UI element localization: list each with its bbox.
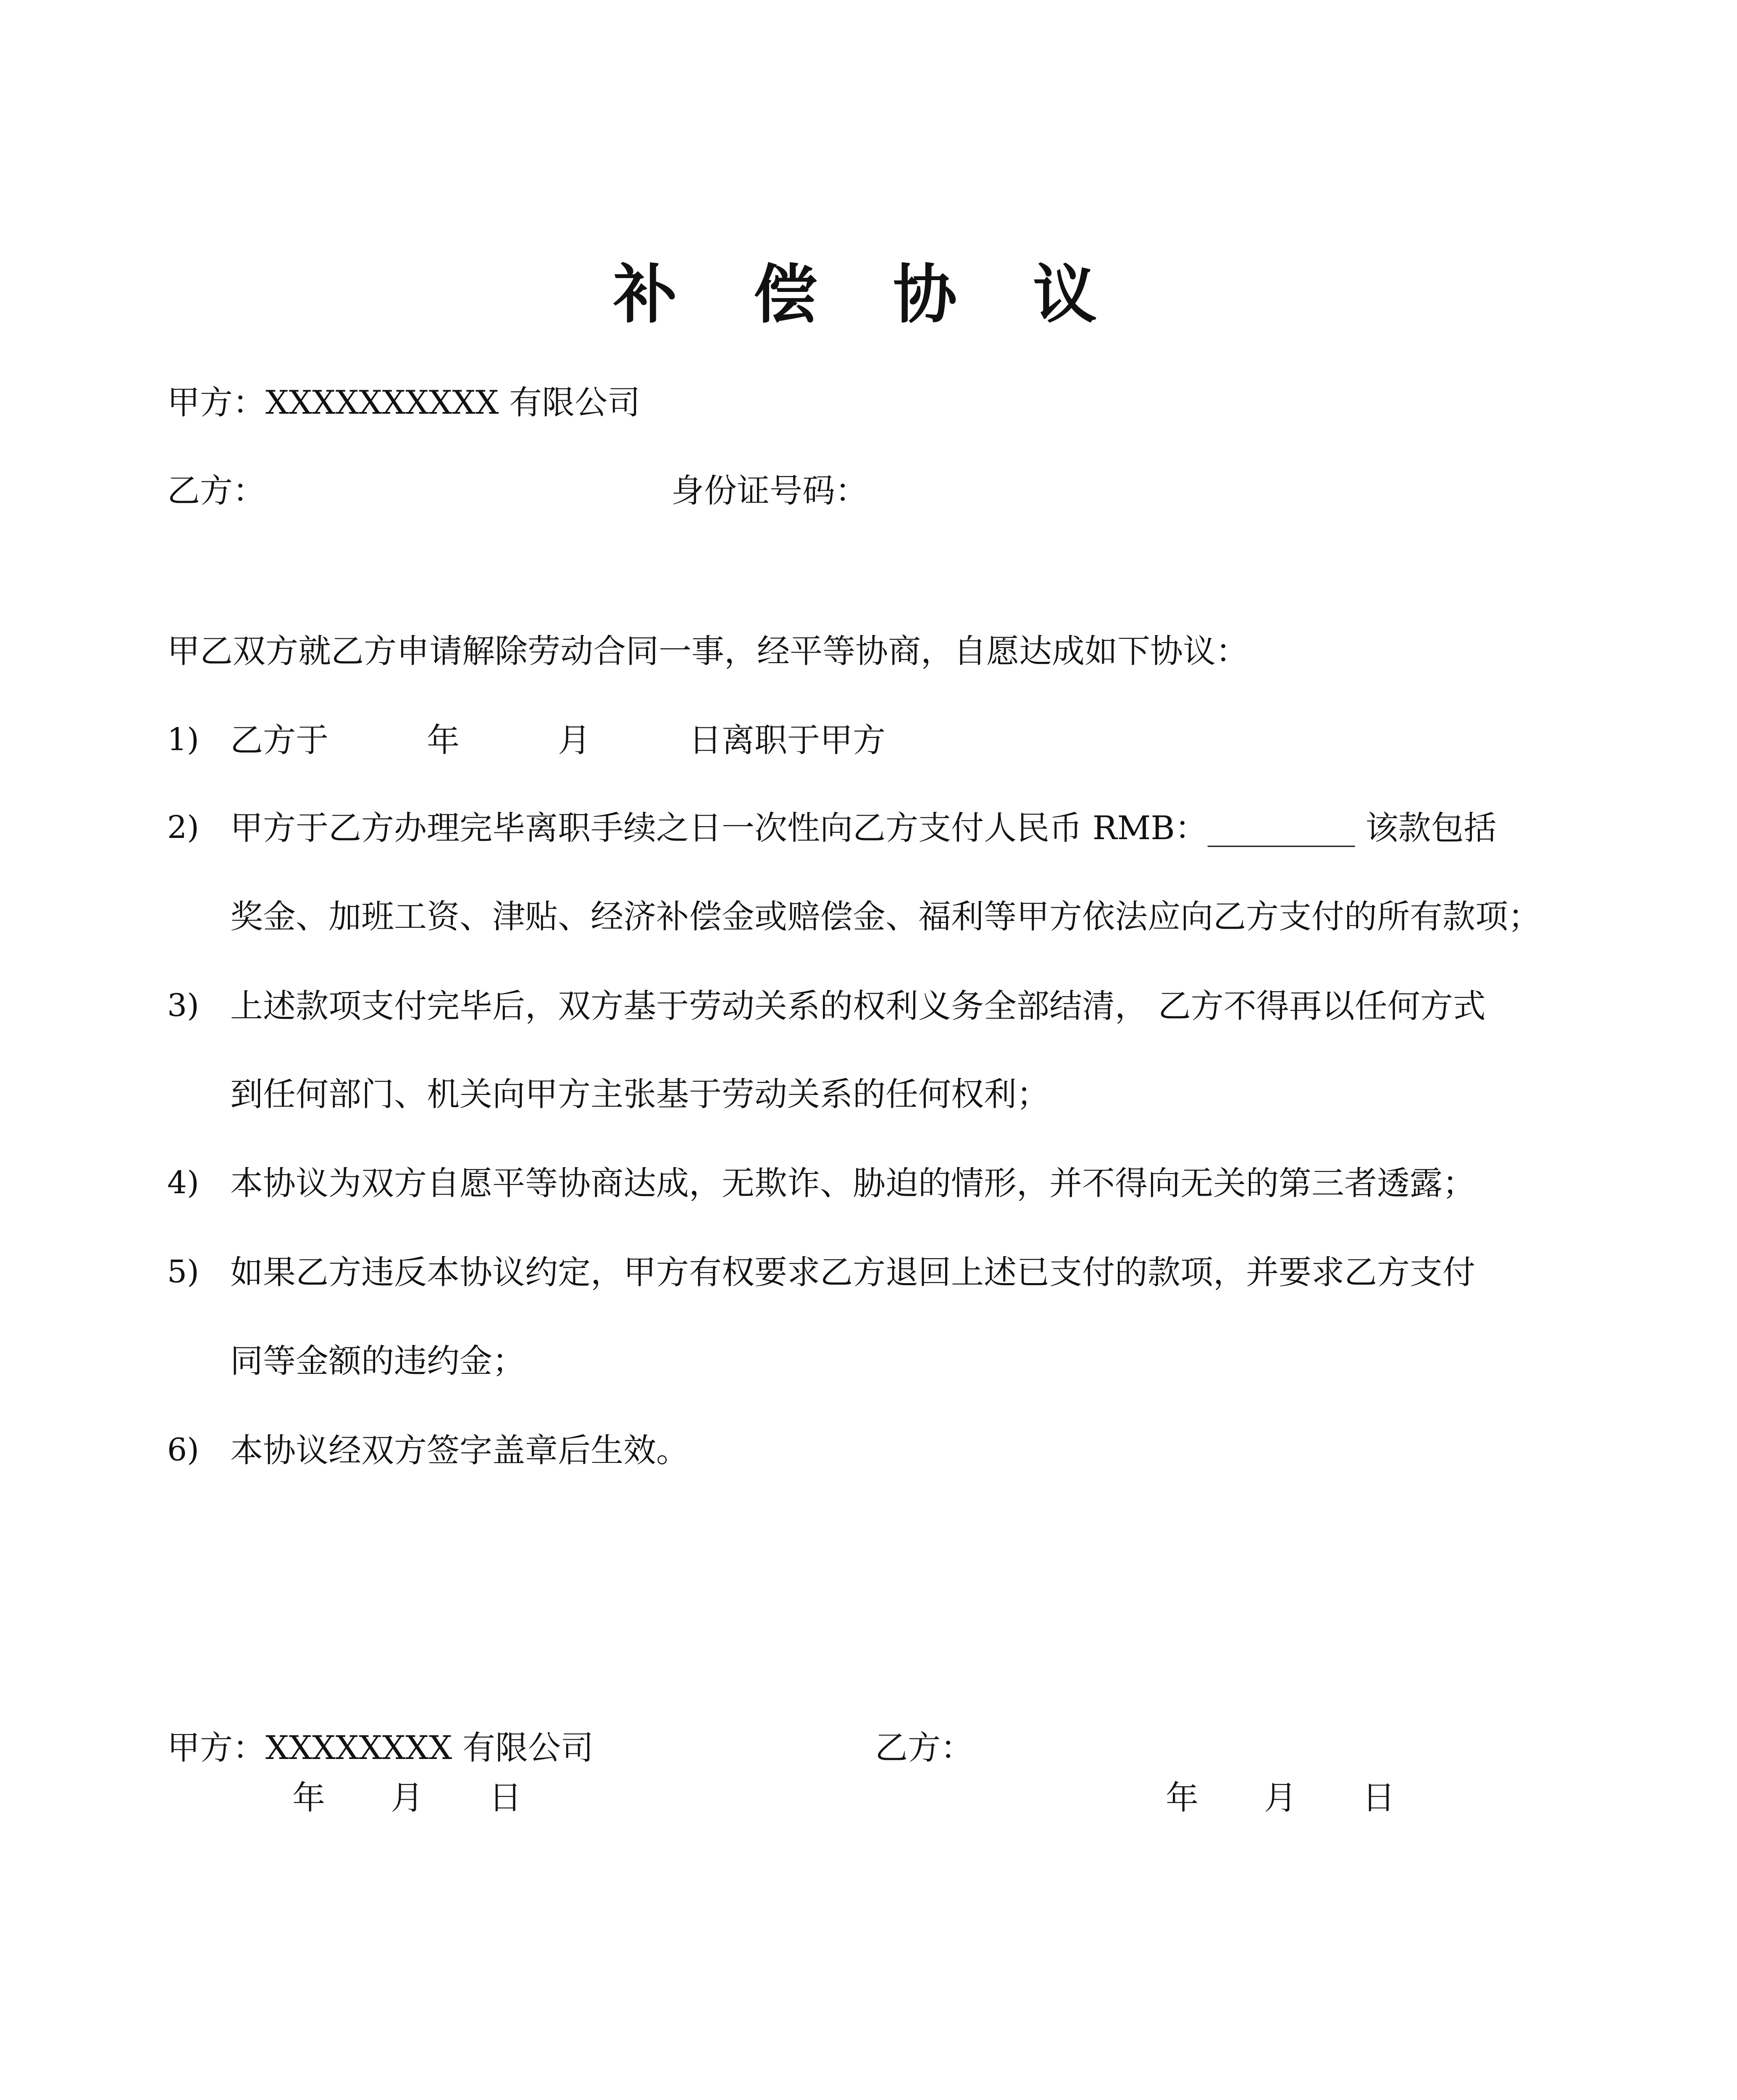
id-number-label: 身份证号码： — [671, 472, 868, 510]
signature-party-a: 甲方：XXXXXXXX 有限公司 — [167, 1729, 594, 1767]
signature-date-party-b: 年 月 日 — [1166, 1779, 1395, 1817]
signature-party-b: 乙方： — [875, 1729, 974, 1767]
clause-number: 2) — [167, 809, 199, 845]
clause-text: 乙方于 年 月 日离职于甲方 — [230, 722, 886, 759]
document-title: 补 偿 协 议 — [613, 257, 1124, 332]
clause-text: 上述款项支付完毕后，双方基于劳动关系的权利义务全部结清， 乙方不得再以任何方式 — [230, 987, 1486, 1025]
clause-number: 6) — [167, 1432, 199, 1468]
clause-number: 3) — [167, 987, 199, 1024]
clause-text: 本协议经双方签字盖章后生效。 — [230, 1432, 689, 1470]
clause-text: 甲方于乙方办理完毕离职手续之日一次性向乙方支付人民币 RMB：_________ 该款包括 — [230, 809, 1497, 847]
clause-text: 如果乙方违反本协议约定，甲方有权要求乙方退回上述已支付的款项，并要求乙方支付 — [230, 1254, 1476, 1292]
clause-number: 5) — [167, 1254, 199, 1290]
intro-paragraph: 甲乙双方就乙方申请解除劳动合同一事，经平等协商，自愿达成如下协议： — [167, 633, 1249, 670]
clause-number: 1) — [167, 722, 199, 758]
party-b-label: 乙方： — [167, 472, 266, 510]
clause-text-continued: 同等金额的违约金； — [230, 1342, 526, 1380]
clause-text: 本协议为双方自愿平等协商达成，无欺诈、胁迫的情形，并不得向无关的第三者透露； — [230, 1165, 1476, 1202]
party-a-line: 甲方：XXXXXXXXXX 有限公司 — [167, 384, 641, 422]
clause-text-continued: 奖金、加班工资、津贴、经济补偿金或赔偿金、福利等甲方依法应向乙方支付的所有款项； — [230, 898, 1541, 936]
signature-date-party-a: 年 月 日 — [292, 1779, 522, 1817]
clause-number: 4) — [167, 1165, 199, 1201]
clause-text-continued: 到任何部门、机关向甲方主张基于劳动关系的任何权利； — [230, 1076, 1050, 1113]
